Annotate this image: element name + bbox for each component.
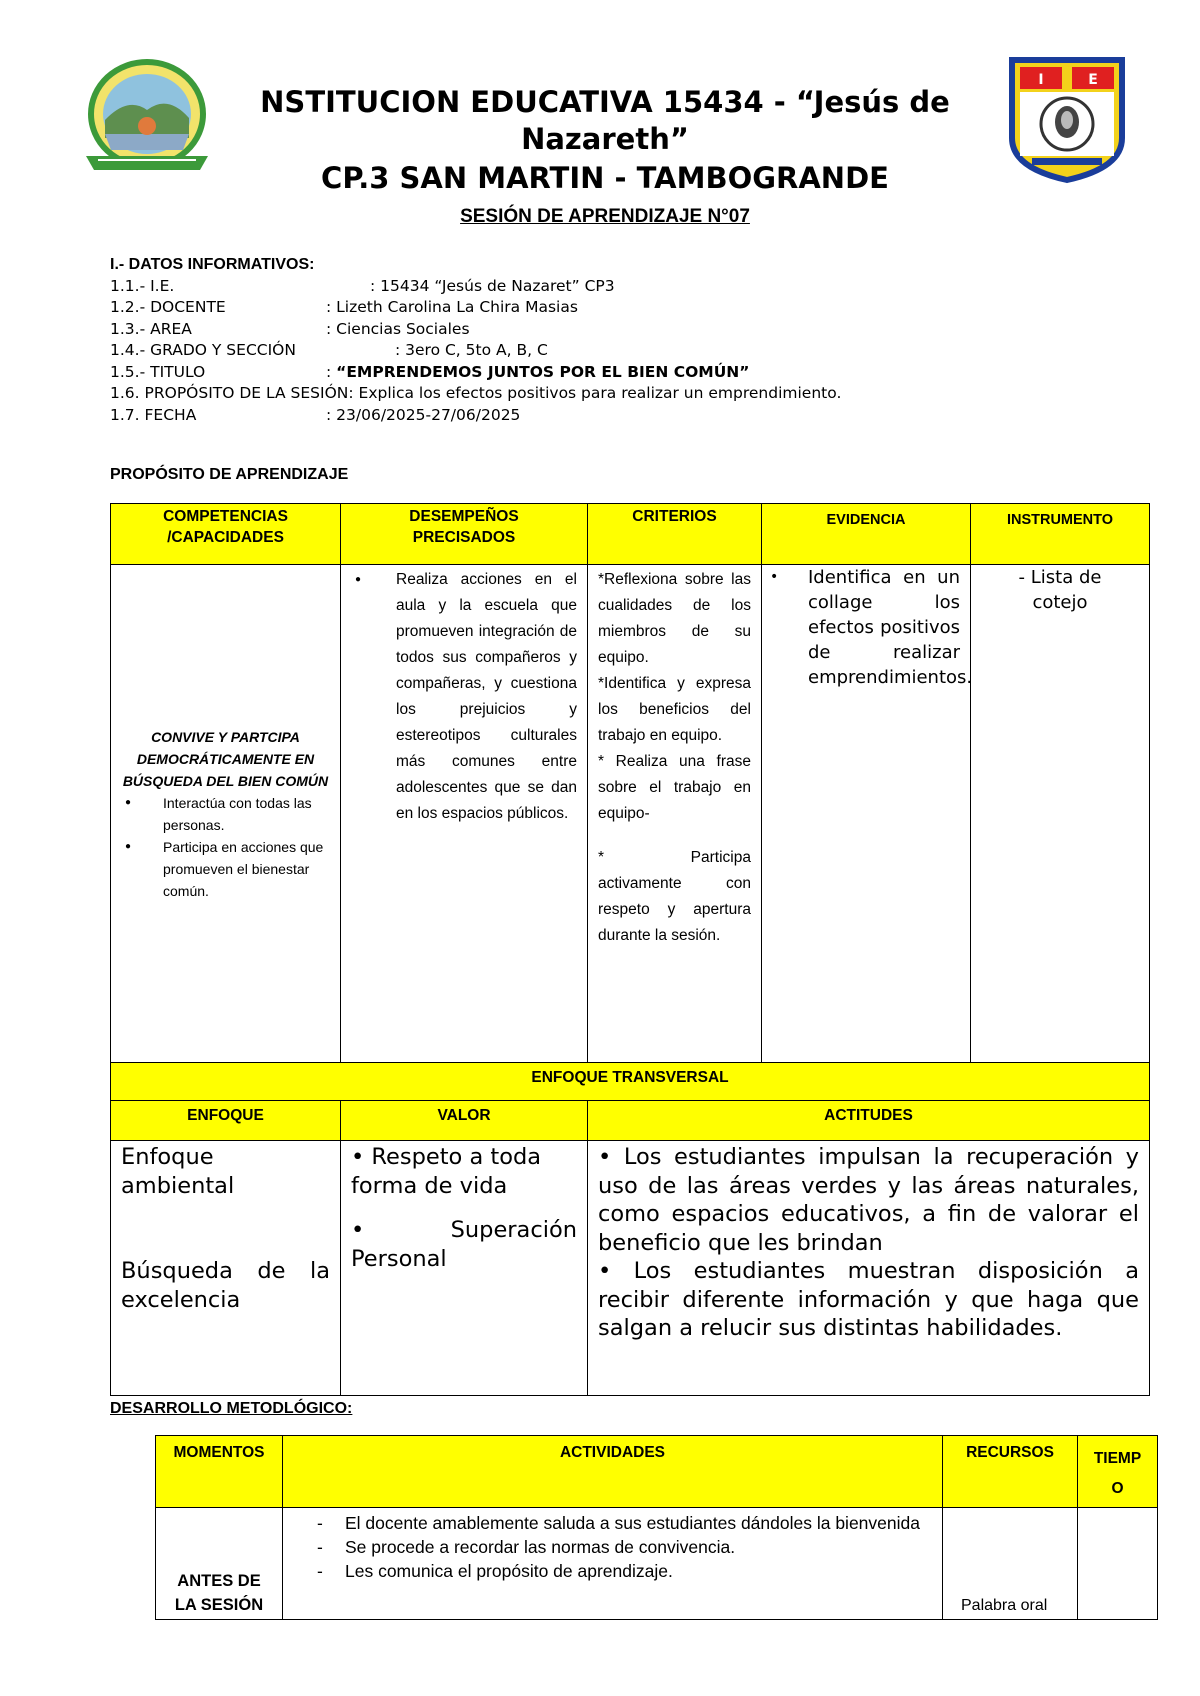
capacidades-list: [111, 792, 340, 902]
datos-heading: I.- DATOS INFORMATIVOS:: [110, 256, 315, 273]
enfoque-content-row: [111, 1141, 1150, 1396]
datos-label: 1.2.- DOCENTE: [110, 298, 226, 316]
datos-label: 1.3.- AREA: [110, 319, 192, 338]
enfoque-subheader-row: [111, 1101, 1150, 1141]
bullet-icon: ●: [355, 574, 362, 585]
header-tiempo: TIEMPO: [1078, 1436, 1158, 1508]
tiempo-cell: [1078, 1508, 1158, 1620]
recurso-text: Palabra oral: [961, 1597, 1048, 1614]
learning-purpose-table: [110, 503, 1150, 1396]
list-item: ● Interactúa con todas las personas.: [125, 792, 330, 836]
proposito-heading: PROPÓSITO DE APRENDIZAJE: [110, 466, 349, 483]
datos-label: 1.7. FECHA: [110, 405, 197, 424]
datos-value: : Ciencias Sociales: [326, 319, 470, 338]
datos-informativos: [110, 254, 1110, 426]
valor-item: • Respeto a toda: [351, 1144, 542, 1170]
datos-label: 1.1.- I.E.: [110, 276, 175, 295]
bullet-icon: •: [770, 569, 779, 585]
criterios-cell: [588, 565, 762, 1063]
table-header-row: [156, 1436, 1158, 1508]
competencia-cell: [111, 565, 341, 1063]
datos-value: : 3ero C, 5to A, B, C: [395, 341, 548, 359]
actitudes-cell: [588, 1141, 1150, 1396]
datos-row-docente: [110, 297, 1110, 319]
criterio-item: *Reflexiona sobre las cualidades de los miembros de su equipo.: [598, 571, 751, 666]
datos-row-ie: [110, 276, 1110, 298]
actividades-list: [283, 1508, 942, 1583]
competencia-title: CONVIVE Y PARTCIPA DEMOCRÁTICAMENTE EN BÚSQUEDA DEL BIEN COMÚN: [122, 728, 329, 789]
valor-cell: [341, 1141, 588, 1396]
datos-value: [326, 362, 749, 384]
valor-item: forma de vida: [351, 1172, 508, 1199]
header-actitudes: ACTITUDES: [588, 1101, 1150, 1141]
datos-label: 1.4.- GRADO Y SECCIÓN: [110, 341, 296, 359]
instrumento-text: - Lista de cotejo: [1018, 567, 1102, 613]
datos-row-grado: [110, 340, 1110, 362]
criterio-item: *Identifica y expresa los beneficios del trabajo en equipo.: [598, 675, 751, 744]
school-logo-left: [78, 58, 216, 176]
session-title: SESIÓN DE APRENDIZAJE N°07: [460, 206, 750, 227]
list-item: - Se procede a recordar las normas de convivencia.: [283, 1535, 942, 1559]
actividades-cell: [283, 1508, 943, 1620]
datos-value: : Lizeth Carolina La Chira Masias: [326, 298, 578, 316]
actitud-item: • Los estudiantes impulsan la recuperación y uso de las áreas verdes y las áreas naturales, como espacios educativos, a fin de valorar el beneficio que les brindan: [598, 1144, 1139, 1256]
momento-label: ANTES DE LA SESIÓN: [174, 1572, 264, 1614]
datos-row-fecha: [110, 405, 1110, 427]
header-actividades: ACTIVIDADES: [283, 1436, 943, 1508]
header-competencias: COMPETENCIAS /CAPACIDADES: [111, 504, 341, 565]
valor-item: • Superación Personal: [351, 1217, 577, 1272]
datos-row-titulo: [110, 362, 1110, 384]
header-desempenos: DESEMPEÑOS PRECISADOS: [341, 504, 588, 565]
list-item: - Les comunica el propósito de aprendizaje.: [283, 1559, 942, 1583]
header-criterios: CRITERIOS: [588, 504, 762, 565]
header-recursos: RECURSOS: [943, 1436, 1078, 1508]
datos-row-area: [110, 319, 1110, 341]
datos-row-proposito: [110, 383, 1110, 405]
datos-value-prefix: :: [326, 362, 337, 381]
desempeno-text: Realiza acciones en el aula y la escuela que promueven integración de todos sus compañeros y compañeras, y cuestiona los prejuicios y estereotipos culturales más comunes entre adolescentes que se dan en los espacios públicos.: [396, 571, 577, 822]
table-header-row: [111, 504, 1150, 565]
evidencia-cell: [762, 565, 971, 1063]
list-item: ● Participa en acciones que promueven el bienestar común.: [125, 836, 330, 902]
instrumento-cell: [971, 565, 1150, 1063]
enfoque-transversal-label: ENFOQUE TRANSVERSAL: [111, 1063, 1150, 1101]
enfoque-excelencia: Búsqueda de la excelencia: [121, 1258, 330, 1313]
header-enfoque: ENFOQUE: [111, 1101, 341, 1141]
datos-label: 1.5.- TITULO: [110, 362, 206, 381]
svg-text:I: I: [1038, 72, 1044, 88]
school-crest-right: [1008, 56, 1126, 184]
school-name: NSTITUCION EDUCATIVA 15434 - “Jesús de Nazareth”: [260, 85, 950, 156]
momento-cell: [156, 1508, 283, 1620]
list-item: - El docente amablemente saluda a sus estudiantes dándoles la bienvenida: [283, 1511, 942, 1535]
school-location: CP.3 SAN MARTIN - TAMBOGRANDE: [321, 161, 889, 195]
enfoque-transversal-row: [111, 1063, 1150, 1101]
table-row: [156, 1508, 1158, 1620]
header-valor: VALOR: [341, 1101, 588, 1141]
table-content-row: [111, 565, 1150, 1063]
criterio-item: * Participa activamente con respeto y apertura durante la sesión.: [598, 849, 751, 944]
session-theme-title: “EMPRENDEMOS JUNTOS POR EL BIEN COMÚN”: [336, 362, 750, 381]
enfoque-cell: [111, 1141, 341, 1396]
desarrollo-table: [155, 1435, 1158, 1620]
actitud-item: • Los estudiantes muestran disposición a recibir diferente información y que haga que salgan a relucir sus distintas habilidades.: [598, 1258, 1139, 1341]
criterio-item: * Realiza una frase sobre el trabajo en equipo-: [598, 753, 751, 822]
header-momentos: MOMENTOS: [156, 1436, 283, 1508]
evidencia-text: Identifica en un collage los efectos positivos de realizar emprendimientos.: [808, 567, 973, 688]
recursos-cell: [943, 1508, 1078, 1620]
header-evidencia: EVIDENCIA: [762, 504, 971, 565]
svg-text:E: E: [1088, 72, 1098, 88]
desempeno-cell: [341, 565, 588, 1063]
datos-proposito: 1.6. PROPÓSITO DE LA SESIÓN: Explica los efectos positivos para realizar un emprendimiento.: [110, 384, 842, 402]
enfoque-ambiental: Enfoque ambiental: [121, 1144, 235, 1199]
datos-value: : 23/06/2025-27/06/2025: [326, 405, 521, 424]
header-instrumento: INSTRUMENTO: [971, 504, 1150, 565]
desarrollo-heading: DESARROLLO METODLÓGICO:: [110, 1400, 353, 1417]
datos-value: : 15434 “Jesús de Nazaret” CP3: [370, 276, 615, 295]
